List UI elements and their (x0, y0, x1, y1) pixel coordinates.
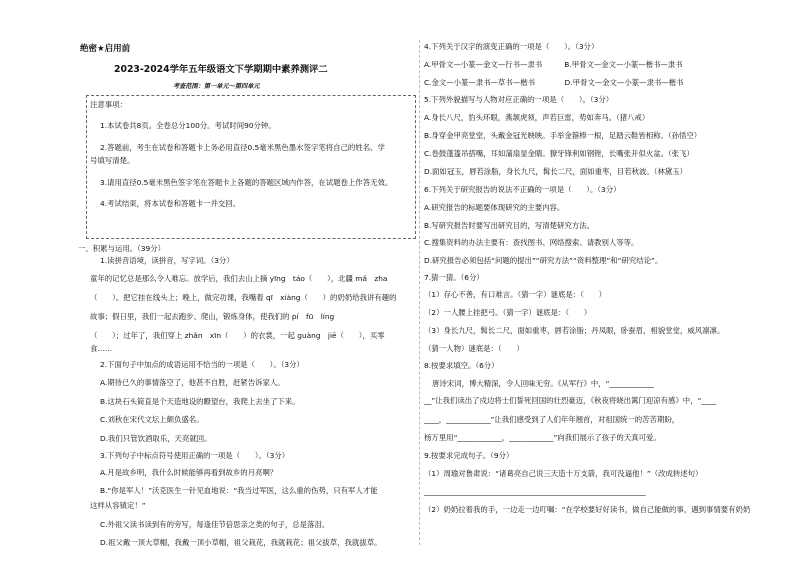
question-stem: 1.读拼音语境，读拼音，写字词。（3分） (100, 256, 234, 265)
question-stem: 8.按要求填空。（6分） (424, 361, 499, 370)
exam-scope: 考查范围：第一单元～第四单元 (173, 83, 260, 90)
fill-blank: 唐诗宋词，博大精深，令人回味无穷。《从军行》中，“____________ (432, 379, 654, 388)
option: C.刘秋在宋代文坛上颇负盛名。 (100, 415, 204, 424)
answer-line: ____________________________________________________________ (424, 487, 646, 496)
option: B.“你是军人！”沃克医生一针见血地说：“我当过军医，这么重的伤势，只有军人才能 (100, 486, 378, 495)
option: D.研究报告必须包括“问题的提出”“研究方法”“资料整理”和“研究结论”。 (424, 256, 663, 265)
option: 这样从容镇定！” (90, 501, 146, 510)
section-heading: 一、积累与运用。（39分） (78, 244, 166, 253)
option: D.祖父戴一顶大草帽，我戴一顶小草帽，祖父栽花，我就栽花；祖父拔草，我就拔草。 (100, 538, 382, 547)
riddle: （猜一人物）谜底是：（ ） (424, 344, 524, 353)
riddle: （3）身长九尺，髯长二尺，面如重枣，唇若涂脂；丹凤眼，卧蚕眉，相貌堂堂，威风凛凛。 (424, 326, 725, 335)
note-line: 2.答题前，考生在试卷和答题卡上务必用直径0.5毫米黑色墨水签字笔将自己的姓名、学 (100, 143, 385, 152)
sentence-task: （2）奶奶拉着我的手，一边走一边叮嘱：“在学校要好好读书，做自己能做的事，遇到事情要有奶奶 (424, 505, 751, 514)
option: A.甲骨文—小篆—金文—行书—隶书 B.甲骨文—金文—小篆—楷书—隶书 (424, 60, 683, 69)
column-divider (419, 40, 420, 545)
question-stem: 9.按要求完成句子。（9分） (424, 451, 514, 460)
question-text: （ ）。把它挂在线头上；晚上，做完功课，我嘴着 qī xiàng（ ）的奶奶给我讲有趣的 (90, 293, 397, 302)
fill-blank: ____，____________”让我们感受到了人们年年翘首，对祖国统一的苦苦期盼， (424, 415, 680, 424)
note-line: 4.考试结束，将本试卷和答题卡一并交回。 (100, 199, 241, 208)
question-stem: 3.下列句子中标点符号使用正确的一项是（ ）。（3分） (100, 451, 290, 460)
option: C.卷鼓蓬篷吊搭嘴，耳如蒲扇显金睛。獠牙锋利如钢锉，长嘴张开似火盆。（张飞） (424, 149, 694, 158)
option: B.写研究报告时要写出研究目的，写清楚研究方法。 (424, 221, 595, 230)
option: B.身穿金甲亮堂堂，头戴金冠光映映。手举金箍棒一根，足踏云鞋皆相称。（孙悟空） (424, 131, 702, 140)
notes-heading: 注意事项： (90, 100, 127, 109)
option: B.这块石头简直是个天造地设的瞭望台，我爬上去坐了下来。 (100, 397, 300, 406)
option: A.月是故乡明，我什么时候能够再看到故乡的月亮啊？ (100, 468, 278, 477)
option: A.期待已久的事情落空了，他甚不自胜，赶紧告诉家人。 (100, 378, 285, 387)
option: C.搜集资料的办法主要有：查找图书、网络搜索、请教别人等等。 (424, 238, 639, 247)
question-text: （ ）；过年了，我们穿上 zhǎn xīn（ ）的衣裳，一起 guàng jiē（ ），买零 (90, 331, 385, 340)
riddle: （1）存心不善，有口难言。（猜一字）谜底是：（ ） (424, 290, 607, 299)
exam-title: 2023-2024学年五年级语文下学期期中素养测评二 (114, 64, 328, 75)
note-line: 号填写清楚。 (90, 156, 135, 165)
option: C.外祖父读书读到有的旁写，每逢佳节倍思亲之类的句子，总是落泪。 (100, 520, 330, 529)
question-stem: 5.下列外貌描写与人物对应正确的一项是（ ）。（3分） (424, 95, 614, 104)
fill-blank: __”让我们读出了戍边将士们誓死回国的壮烈豪迈，《秋夜将晓出篱门迎凉有感》中，“____ (424, 396, 717, 405)
option: D.我们只管饮酒取乐，天亮就回。 (100, 434, 212, 443)
fill-blank: 杨万里用“____________，____________”向我们展示了孩子的天真可爱。 (424, 433, 661, 442)
sentence-task: （1）周瑜对鲁肃说：“诸葛亮自己说三天造十万支箭，我可没逼他！”（改成转述句） (424, 469, 703, 478)
question-stem: 7.猜一猜。（6分） (424, 273, 484, 282)
note-line: 1.本试卷共8页。全卷总分100分。考试时间90分钟。 (100, 121, 276, 130)
secret-mark: 绝密★启用前 (80, 44, 131, 54)
question-stem: 2.下面句子中加点的成语运用不恰当的一项是（ ）。（3分） (100, 360, 304, 369)
question-stem: 4.下列关于汉字的演变正确的一项是（ ）。（3分） (424, 42, 599, 51)
option: D.面如冠玉，唇若涂脂，身长九尺，髯长二尺，面如重枣，目若秋波。（林黛玉） (424, 167, 688, 176)
question-text: 食…… (90, 344, 113, 353)
question-stem: 6.下列关于研究报告的说法不正确的一项是（ ）。（3分） (424, 185, 621, 194)
question-text: 故事；假日里，我们一起去跑步、爬山，锻炼身体，使我们的 pí fū líng (90, 312, 335, 321)
riddle: （2）一人腰上挂把弓。（猜一字）谜底是：（ ） (424, 308, 592, 317)
option: A.身长八尺，豹头环眼，燕颔虎须，声若巨雷，势如奔马。（猪八戒） (424, 113, 650, 122)
option: A.研究报告的标题要体现研究的主要内容。 (424, 203, 565, 212)
note-line: 3.请用直径0.5毫米黑色签字笔在答题卡上各题的答题区域内作答，在试题卷上作答无效。 (100, 178, 393, 187)
notes-box (86, 95, 416, 239)
question-text: 童年的记忆总是那么令人难忘。放学后，我们去山上摘 yīng táo（ ），北疆 mǎ zha (90, 274, 388, 283)
option: C.金文—小篆—隶书—草书—楷书 D.甲骨文—金文—小篆—隶书—楷书 (424, 78, 684, 87)
